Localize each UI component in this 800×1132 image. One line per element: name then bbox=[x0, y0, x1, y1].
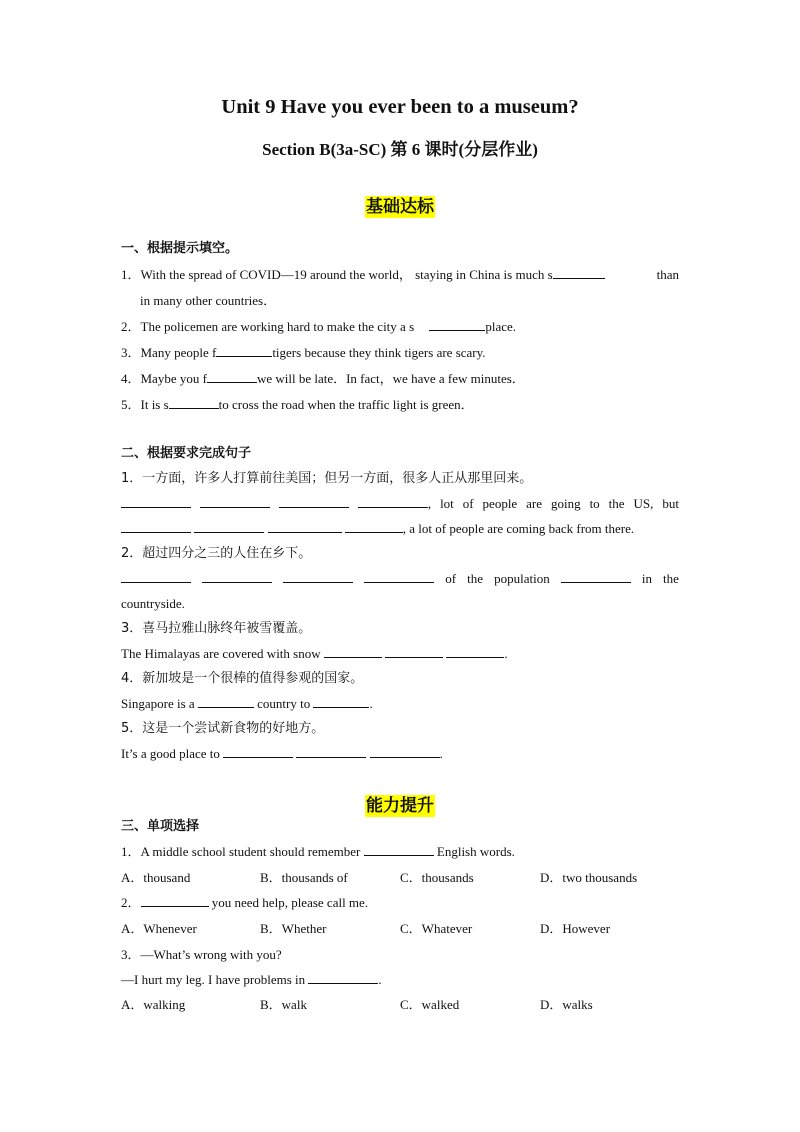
answer-blank[interactable] bbox=[429, 318, 485, 331]
part1-q5: 5．It is s to cross the road when the traffic light is green． bbox=[121, 397, 474, 412]
answer-blank[interactable] bbox=[324, 645, 382, 658]
option-b[interactable]: B．Whether bbox=[260, 921, 327, 936]
answer-blank[interactable] bbox=[561, 570, 631, 583]
worksheet-subtitle: Section B(3a-SC) 第 6 课时(分层作业) bbox=[262, 140, 538, 159]
level-badge-advanced: 能力提升 bbox=[366, 796, 434, 816]
option-d[interactable]: D．two thousands bbox=[540, 870, 638, 885]
part2-s1-line2: , a lot of people are coming back from there. bbox=[121, 520, 679, 538]
answer-blank[interactable] bbox=[121, 495, 191, 508]
answer-blank[interactable] bbox=[279, 495, 349, 508]
part1-q3: 3．Many people f tigers because they think tigers are scary. bbox=[121, 345, 486, 360]
answer-blank[interactable] bbox=[345, 520, 403, 533]
answer-blank[interactable] bbox=[283, 570, 353, 583]
part3-heading: 三、单项选择 bbox=[121, 819, 200, 834]
answer-blank[interactable] bbox=[313, 695, 369, 708]
answer-blank[interactable] bbox=[296, 745, 366, 758]
level-badge-basic: 基础达标 bbox=[366, 197, 434, 217]
answer-blank[interactable] bbox=[169, 396, 219, 409]
answer-blank[interactable] bbox=[121, 570, 191, 583]
part2-s2-line2: countryside. bbox=[121, 596, 185, 611]
answer-blank[interactable] bbox=[308, 971, 378, 984]
part2-s5-chinese: 5．这是一个尝试新食物的好地方。 bbox=[121, 721, 325, 736]
option-b[interactable]: B．walk bbox=[260, 997, 307, 1012]
part2-s3-english: The Himalayas are covered with snow . bbox=[121, 646, 508, 661]
part3-q3-line2: —I hurt my leg. I have problems in . bbox=[121, 972, 382, 987]
answer-blank[interactable] bbox=[358, 495, 428, 508]
answer-blank[interactable] bbox=[194, 520, 264, 533]
option-a[interactable]: A．thousand bbox=[121, 870, 191, 885]
part1-q1-line2: in many other countries． bbox=[140, 293, 277, 308]
part1-q1-line1: 1．With the spread of COVID—19 around the world， staying in China is much s than bbox=[121, 267, 679, 282]
answer-blank[interactable] bbox=[364, 843, 434, 856]
part1-q4: 4．Maybe you f we will be late．In fact，we have a few minutes． bbox=[121, 371, 525, 386]
part3-q3-line1: 3．—What’s wrong with you? bbox=[121, 947, 282, 962]
answer-blank[interactable] bbox=[553, 266, 605, 279]
part2-s1-line1: , lot of people are going to the US, but bbox=[121, 495, 679, 513]
option-b[interactable]: B．thousands of bbox=[260, 870, 348, 885]
answer-blank[interactable] bbox=[364, 570, 434, 583]
part2-s3-chinese: 3．喜马拉雅山脉终年被雪覆盖。 bbox=[121, 621, 312, 636]
worksheet-title: Unit 9 Have you ever been to a museum? bbox=[221, 96, 579, 118]
part1-q2: 2．The policemen are working hard to make the city a s place. bbox=[121, 319, 517, 334]
part2-s4-english: Singapore is a country to . bbox=[121, 696, 373, 711]
option-d[interactable]: D．However bbox=[540, 921, 611, 936]
answer-blank[interactable] bbox=[121, 520, 191, 533]
answer-blank[interactable] bbox=[370, 745, 440, 758]
part2-s4-chinese: 4．新加坡是一个很棒的值得参观的国家。 bbox=[121, 671, 364, 686]
answer-blank[interactable] bbox=[202, 570, 272, 583]
answer-blank[interactable] bbox=[446, 645, 504, 658]
option-c[interactable]: C．Whatever bbox=[400, 921, 473, 936]
option-c[interactable]: C．thousands bbox=[400, 870, 474, 885]
part2-s2-chinese: 2．超过四分之三的人住在乡下。 bbox=[121, 546, 312, 561]
part2-s5-english: It’s a good place to . bbox=[121, 746, 443, 761]
answer-blank[interactable] bbox=[216, 344, 272, 357]
answer-blank[interactable] bbox=[198, 695, 254, 708]
answer-blank[interactable] bbox=[141, 894, 209, 907]
option-c[interactable]: C．walked bbox=[400, 997, 460, 1012]
part1-heading: 一、根据提示填空。 bbox=[121, 241, 239, 256]
answer-blank[interactable] bbox=[200, 495, 270, 508]
option-a[interactable]: A．Whenever bbox=[121, 921, 197, 936]
part2-s2-line1: of the population in the bbox=[121, 570, 679, 588]
part3-q2: 2． you need help, please call me. bbox=[121, 895, 369, 910]
option-a[interactable]: A．walking bbox=[121, 997, 186, 1012]
part2-s1-chinese: 1．一方面，许多人打算前往美国；但另一方面，很多人正从那里回来。 bbox=[121, 471, 533, 486]
answer-blank[interactable] bbox=[385, 645, 443, 658]
answer-blank[interactable] bbox=[207, 370, 257, 383]
answer-blank[interactable] bbox=[223, 745, 293, 758]
part3-q1: 1．A middle school student should remember English words. bbox=[121, 844, 515, 859]
option-d[interactable]: D．walks bbox=[540, 997, 593, 1012]
part2-heading: 二、根据要求完成句子 bbox=[121, 446, 252, 461]
answer-blank[interactable] bbox=[268, 520, 342, 533]
